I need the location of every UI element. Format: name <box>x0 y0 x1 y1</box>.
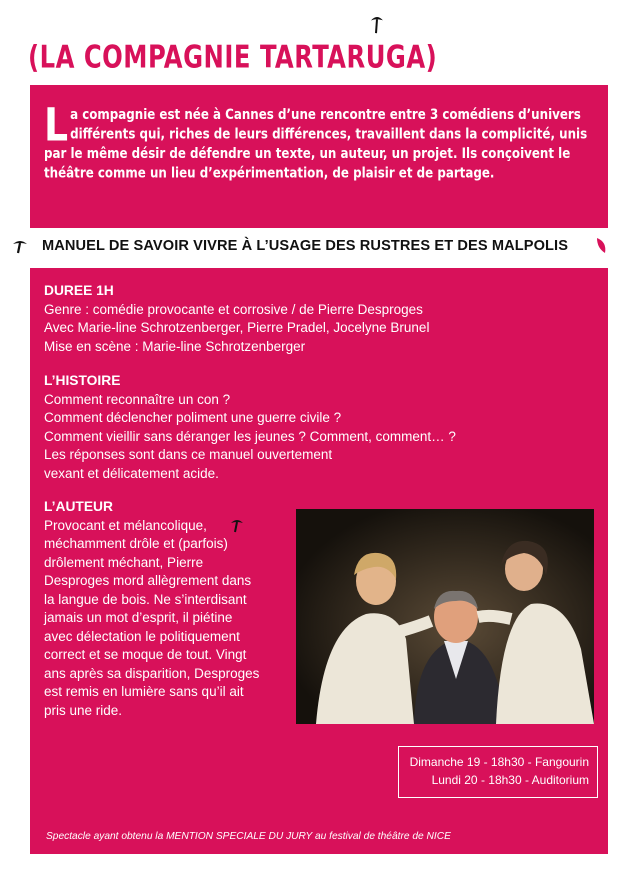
author-line: jamais un mot d’esprit, il piétine <box>44 610 233 625</box>
schedule-box <box>398 746 598 798</box>
intro-body: a compagnie est née à Cannes d’une rencontre entre 3 comédiens d’univers différents qui, riches de leurs différences, travaillent dans la complicité, unis par le même désir de défendre un texte, un auteur, un projet. Ils conçoivent le théâtre comme un lieu d’expérimentation, de plaisir et de partage. <box>44 107 588 182</box>
author-line: la langue de bois. Ne s’interdisant <box>44 591 247 607</box>
company-title <box>28 40 448 81</box>
story-line: Comment reconnaître un con ? <box>44 391 231 407</box>
show-title: MANUEL DE SAVOIR VIVRE À L’USAGE DES RUSTRES ET DES MALPOLIS <box>42 238 569 254</box>
author-line: Desproges mord allègrement dans <box>44 573 252 588</box>
award-footnote: Spectacle ayant obtenu la MENTION SPECIALE DU JURY au festival de théâtre de NICE <box>46 831 451 842</box>
author-section <box>44 498 259 720</box>
story-section <box>44 372 456 483</box>
duration-heading: DUREE 1H <box>44 283 114 298</box>
author-heading: L’AUTEUR <box>44 499 113 514</box>
schedule-line: Dimanche 19 - 18h30 - Fangourin <box>409 755 589 769</box>
author-line: Provocant et mélancolique, <box>44 517 207 533</box>
schedule-line: Lundi 20 - 18h30 - Auditorium <box>431 773 589 787</box>
show-details-panel <box>30 268 608 854</box>
mushroom-ornament-icon <box>230 518 244 534</box>
details-line: Mise en scène : Marie-line Schrotzenberger <box>44 338 306 354</box>
details-section <box>44 282 429 356</box>
story-line: Comment déclencher poliment une guerre civile ? <box>44 410 342 425</box>
author-line: ans après sa disparition, Desproges <box>44 665 260 681</box>
mushroom-ornament-icon <box>370 15 384 36</box>
story-heading: L’HISTOIRE <box>44 373 121 388</box>
author-line: avec délectation le politiquement <box>44 628 240 644</box>
author-line: est remis en lumière sans qu’il ait <box>44 684 244 699</box>
author-line: méchamment drôle et (parfois) <box>44 536 228 551</box>
intro-dropcap: L <box>44 98 69 152</box>
details-line: Genre : comédie provocante et corrosive / de Pierre Desproges <box>44 301 423 317</box>
author-line: drôlement méchant, Pierre <box>44 554 204 570</box>
author-line: pris une ride. <box>44 702 123 718</box>
story-line: Les réponses sont dans ce manuel ouvertement <box>44 447 333 462</box>
story-line: vexant et délicatement acide. <box>44 465 219 481</box>
story-line: Comment vieillir sans déranger les jeunes ? Comment, comment… ? <box>44 428 456 444</box>
author-line: correct et se moque de tout. Vingt <box>44 647 247 662</box>
petal-ornament-icon <box>594 236 608 256</box>
intro-paragraph <box>44 98 599 184</box>
company-title-text: (LA COMPAGNIE TARTARUGA) <box>28 40 438 76</box>
performance-photo <box>296 509 594 724</box>
details-line: Avec Marie-line Schrotzenberger, Pierre Pradel, Jocelyne Brunel <box>44 320 430 335</box>
show-title-row <box>12 236 612 260</box>
mushroom-ornament-icon <box>12 239 28 255</box>
intro-panel <box>30 85 608 228</box>
